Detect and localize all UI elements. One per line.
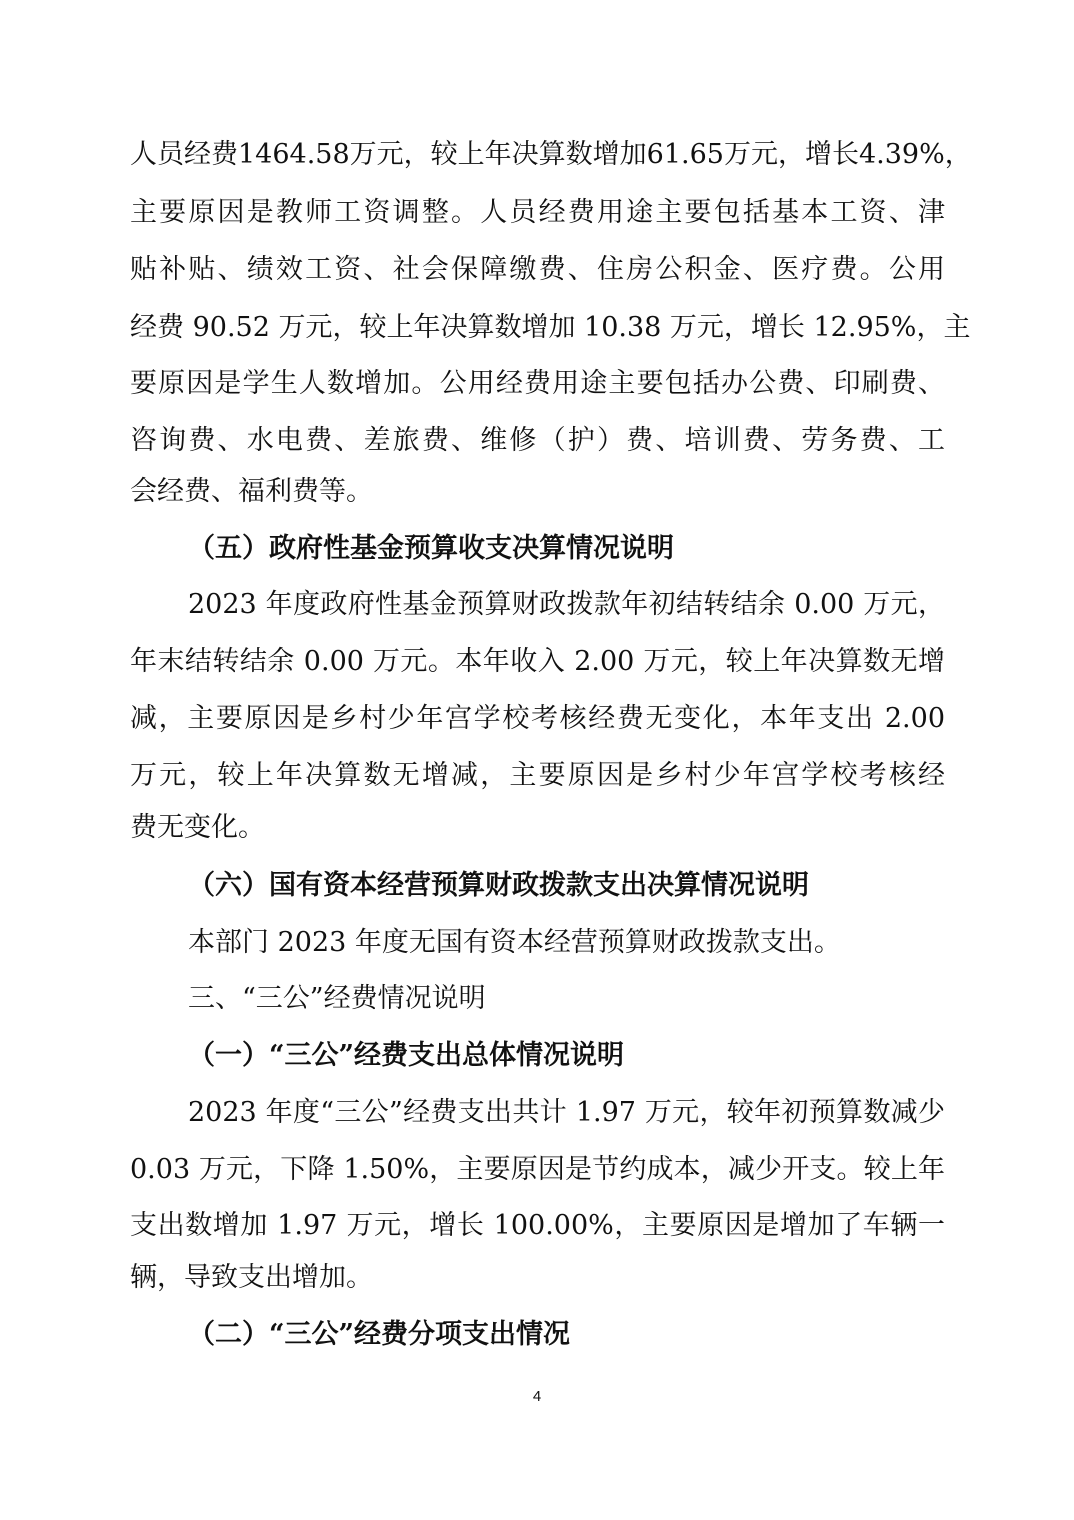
- text-line: 人员经费1464.58万元，较上年决算数增加61.65万元，增长4.39%，: [130, 139, 972, 170]
- text-line: 万元，较上年决算数无增减，主要原因是乡村少年宫学校考核经: [130, 760, 945, 791]
- text-line: 年末结转结余 0.00 万元。本年收入 2.00 万元，较上年决算数无增: [130, 646, 945, 677]
- section-heading: （六）国有资本经营预算财政拨款支出决算情况说明: [188, 870, 809, 901]
- text-line: 辆，导致支出增加。: [130, 1262, 373, 1293]
- text-line: 费无变化。: [130, 812, 265, 843]
- section-heading: （一）“三公”经费支出总体情况说明: [188, 1040, 625, 1071]
- text-line: 经费 90.52 万元，较上年决算数增加 10.38 万元，增长 12.95%，主: [130, 312, 971, 343]
- text-line: 主要原因是教师工资调整。人员经费用途主要包括基本工资、津: [130, 197, 945, 228]
- text-line: 本部门 2023 年度无国有资本经营预算财政拨款支出。: [188, 927, 841, 958]
- text-line: 要原因是学生人数增加。公用经费用途主要包括办公费、印刷费、: [130, 368, 945, 399]
- text-line: 2023 年度“三公”经费支出共计 1.97 万元，较年初预算数减少: [188, 1097, 945, 1128]
- text-line: 贴补贴、绩效工资、社会保障缴费、住房公积金、医疗费。公用: [130, 254, 945, 285]
- text-line: 会经费、福利费等。: [130, 476, 373, 507]
- section-heading: （二）“三公”经费分项支出情况: [188, 1319, 571, 1350]
- text-line: 咨询费、水电费、差旅费、维修（护）费、培训费、劳务费、工: [130, 425, 945, 456]
- section-heading: 三、“三公”经费情况说明: [188, 983, 486, 1014]
- text-line: 支出数增加 1.97 万元，增长 100.00%，主要原因是增加了车辆一: [130, 1210, 945, 1241]
- section-heading: （五）政府性基金预算收支决算情况说明: [188, 533, 674, 564]
- text-line: 2023 年度政府性基金预算财政拨款年初结转结余 0.00 万元，: [188, 589, 945, 620]
- page-number: 4: [532, 1388, 542, 1405]
- text-line: 0.03 万元，下降 1.50%，主要原因是节约成本，减少开支。较上年: [130, 1154, 945, 1185]
- text-line: 减，主要原因是乡村少年宫学校考核经费无变化，本年支出 2.00: [130, 703, 945, 734]
